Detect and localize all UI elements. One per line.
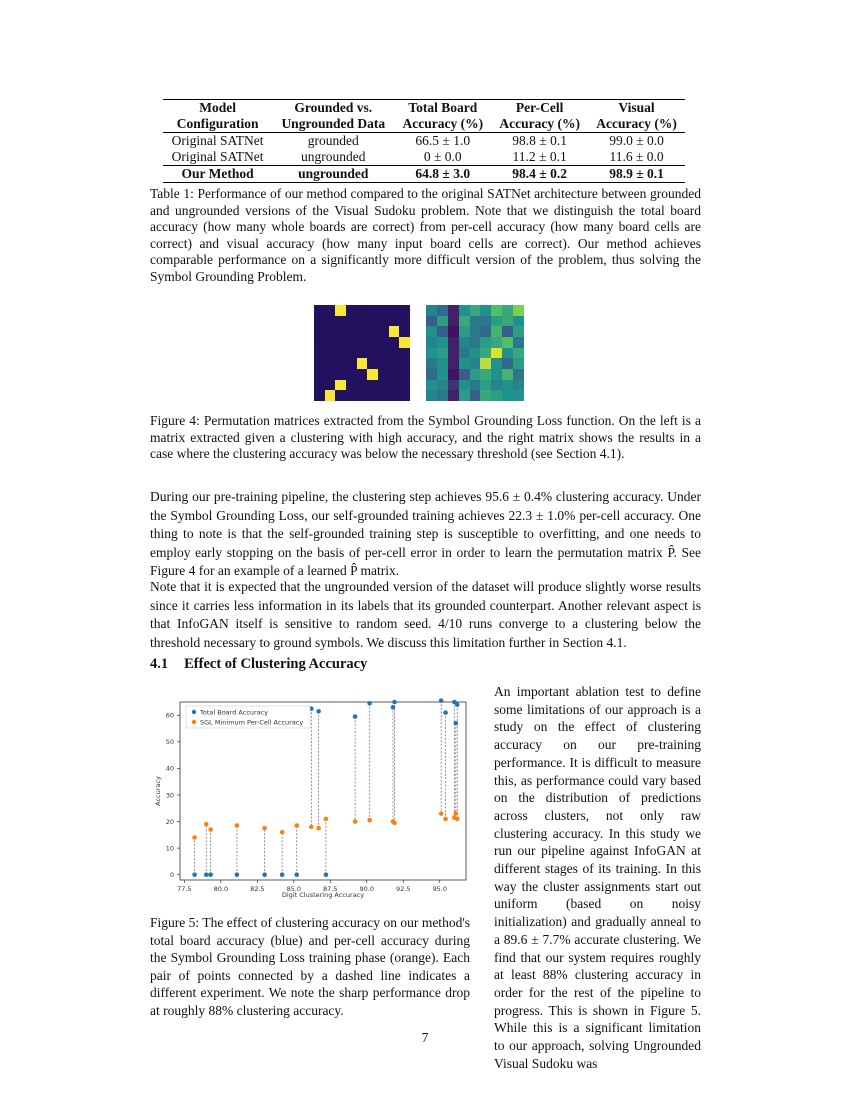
- matrix-cell: [367, 316, 378, 327]
- matrix-cell: [314, 337, 325, 348]
- page-number: 7: [421, 1030, 429, 1045]
- header-cell: Configuration: [163, 116, 272, 133]
- y-axis-label: Accuracy: [154, 776, 162, 806]
- matrix-cell: [513, 380, 524, 391]
- matrix-cell: [357, 369, 368, 380]
- matrix-cell: [325, 369, 336, 380]
- matrix-cell: [491, 326, 502, 337]
- matrix-cell: [399, 337, 410, 348]
- matrix-cell: [480, 358, 491, 369]
- matrix-cell: [502, 305, 513, 316]
- matrix-cell: [470, 380, 481, 391]
- matrix-cell: [389, 380, 400, 391]
- sgl-per-cell-point: [208, 827, 213, 832]
- matrix-cell: [470, 305, 481, 316]
- matrix-cell: [480, 348, 491, 359]
- sgl-per-cell-point: [294, 823, 299, 828]
- matrix-cell: [491, 316, 502, 327]
- legend-marker-orange: [192, 720, 196, 724]
- matrix-cell: [448, 348, 459, 359]
- matrix-cell: [346, 348, 357, 359]
- matrix-cell: [389, 326, 400, 337]
- matrix-cell: [426, 390, 437, 401]
- matrix-cell: [335, 337, 346, 348]
- figure4-caption: Figure 4: Permutation matrices extracted from the Symbol Grounding Loss function. On the left is a matrix extracted given a clustering with high accuracy, and the right matrix shows the results in a case where the clustering accuracy was below the necessary threshold (see Section 4.1).: [150, 413, 701, 461]
- table-cell: 99.0 ± 0.0: [609, 133, 664, 148]
- sgl-per-cell-point: [280, 830, 285, 835]
- matrix-cell: [389, 305, 400, 316]
- matrix-cell: [314, 358, 325, 369]
- matrix-cell: [367, 369, 378, 380]
- clustering-accuracy-chart: [150, 698, 470, 910]
- table-cell: 11.2 ± 0.1: [491, 149, 588, 166]
- table-cell: 11.6 ± 0.0: [588, 149, 685, 166]
- matrix-cell: [346, 358, 357, 369]
- matrix-cell: [378, 316, 389, 327]
- sgl-per-cell-point: [453, 811, 458, 816]
- matrix-cell: [367, 358, 378, 369]
- matrix-cell: [378, 305, 389, 316]
- section-number: 4.1: [150, 656, 169, 672]
- matrix-cell: [367, 305, 378, 316]
- x-tick-label: 95.0: [432, 885, 447, 893]
- matrix-cell: [470, 358, 481, 369]
- matrix-cell: [314, 380, 325, 391]
- matrix-cell: [459, 337, 470, 348]
- total-board-point: [294, 872, 299, 877]
- table-cell: Our Method: [163, 166, 272, 183]
- matrix-cell: [335, 305, 346, 316]
- matrix-cell: [448, 390, 459, 401]
- matrix-cell: [513, 337, 524, 348]
- matrix-cell: [437, 348, 448, 359]
- matrix-cell: [325, 380, 336, 391]
- paragraph-pretraining: During our pre-training pipeline, the clustering step achieves 95.6 ± 0.4% clustering accuracy. Under the Symbol Grounding Loss, our self-grounded training achieves 22.3 ± 1.0% per-cell accuracy. One thing to note is that the self-grounded training step is susceptible to overfitting, and one needs to employ early stopping on the basis of per-cell error in order to learn the permutation matrix P̂. See Figure 4 for an example of a learned P̂ matrix.: [150, 489, 701, 578]
- legend-label-total-board: Total Board Accuracy: [200, 708, 269, 717]
- total-board-point: [443, 710, 448, 715]
- table-cell: 0 ± 0.0: [394, 149, 491, 166]
- y-tick-label: 50: [165, 738, 174, 747]
- matrix-cell: [437, 326, 448, 337]
- matrix-cell: [437, 337, 448, 348]
- matrix-cell: [314, 316, 325, 327]
- matrix-cell: [491, 369, 502, 380]
- total-board-point: [391, 705, 396, 710]
- total-board-point: [280, 872, 285, 877]
- matrix-cell: [378, 326, 389, 337]
- matrix-cell: [367, 337, 378, 348]
- matrix-cell: [480, 326, 491, 337]
- matrix-cell: [459, 348, 470, 359]
- permutation-matrix-left: [314, 305, 410, 401]
- matrix-cell: [378, 369, 389, 380]
- matrix-cell: [314, 390, 325, 401]
- total-board-point: [235, 872, 240, 877]
- matrix-cell: [357, 358, 368, 369]
- sgl-per-cell-point: [443, 817, 448, 822]
- matrix-cell: [325, 390, 336, 401]
- matrix-cell: [399, 358, 410, 369]
- matrix-cell: [513, 369, 524, 380]
- matrix-cell: [448, 369, 459, 380]
- right-column-paragraph: An important ablation test to define some limitations of our approach is a study on the effect of clustering accuracy on our pre-training performance. It is difficult to measure this, as performance could vary based on the distribution of predictions across clusters, not only raw clustering accuracy. In this study we run our pipeline against InfoGAN at different stages of its training. In this way the cluster assignments start out uniform (based on noisy initialization) and gradually anneal to a 89.6 ± 7.7% accurate clustering. We find that our system requires roughly at least 88% clustering accuracy in order for the rest of the pipeline to progress. This is shown in Figure 5. While this is a significant limitation to our approach, solving Ungrounded Visual Sudoku was: [494, 684, 701, 1071]
- matrix-cell: [399, 316, 410, 327]
- matrix-cell: [325, 305, 336, 316]
- matrix-cell: [389, 337, 400, 348]
- matrix-cell: [480, 369, 491, 380]
- total-board-point: [367, 701, 372, 706]
- matrix-cell: [367, 348, 378, 359]
- matrix-cell: [426, 305, 437, 316]
- sgl-per-cell-point: [439, 811, 444, 816]
- matrix-cell: [491, 337, 502, 348]
- matrix-cell: [346, 326, 357, 337]
- matrix-cell: [448, 358, 459, 369]
- table-cell: ungrounded: [272, 149, 394, 166]
- matrix-cell: [357, 390, 368, 401]
- matrix-cell: [459, 316, 470, 327]
- matrix-cell: [426, 369, 437, 380]
- paragraph-ungrounded: Note that it is expected that the ungrounded version of the dataset will produce slightly worse results since it carries less information in its labels that its grounded counterpart. Another relevant aspect is that InfoGAN itself is sensitive to random seed. 4/10 runs converge to a clustering below the threshold necessary to ground symbols. We discuss this limitation further in Section 4.1.: [150, 579, 701, 650]
- matrix-cell: [491, 358, 502, 369]
- matrix-cell: [470, 369, 481, 380]
- matrix-cell: [399, 305, 410, 316]
- matrix-cell: [513, 305, 524, 316]
- x-tick-label: 77.5: [177, 885, 192, 893]
- matrix-cell: [335, 348, 346, 359]
- matrix-cell: [335, 369, 346, 380]
- header-cell: Ungrounded Data: [272, 116, 394, 133]
- matrix-cell: [480, 337, 491, 348]
- sgl-per-cell-point: [316, 826, 321, 831]
- x-axis-label: Digit Clustering Accuracy: [281, 891, 365, 899]
- matrix-cell: [502, 380, 513, 391]
- matrix-cell: [357, 337, 368, 348]
- y-tick-label: 30: [165, 791, 174, 800]
- matrix-cell: [399, 369, 410, 380]
- header-cell: Accuracy (%): [394, 116, 491, 133]
- matrix-cell: [448, 337, 459, 348]
- matrix-cell: [470, 390, 481, 401]
- table-cell: 98.9 ± 0.1: [588, 166, 685, 183]
- sgl-per-cell-point: [392, 821, 397, 826]
- matrix-cell: [378, 380, 389, 391]
- matrix-cell: [346, 337, 357, 348]
- matrix-cell: [448, 380, 459, 391]
- matrix-cell: [357, 380, 368, 391]
- legend-marker-blue: [192, 710, 196, 714]
- matrix-cell: [513, 358, 524, 369]
- matrix-cell: [314, 348, 325, 359]
- matrix-cell: [378, 337, 389, 348]
- table-cell: Original SATNet: [163, 149, 272, 166]
- matrix-cell: [502, 348, 513, 359]
- matrix-cell: [470, 326, 481, 337]
- matrix-cell: [491, 348, 502, 359]
- section-heading: [150, 656, 367, 673]
- x-tick-label: 90.0: [359, 885, 375, 893]
- matrix-cell: [389, 390, 400, 401]
- y-tick-label: 10: [165, 844, 174, 853]
- matrix-cell: [426, 358, 437, 369]
- matrix-cell: [314, 305, 325, 316]
- matrix-cell: [513, 390, 524, 401]
- x-tick-label: 92.5: [396, 885, 411, 893]
- total-board-point: [453, 721, 458, 726]
- matrix-cell: [491, 380, 502, 391]
- matrix-cell: [426, 380, 437, 391]
- matrix-cell: [491, 390, 502, 401]
- matrix-cell: [513, 316, 524, 327]
- sgl-per-cell-point: [324, 817, 329, 822]
- matrix-cell: [426, 316, 437, 327]
- matrix-cell: [448, 316, 459, 327]
- matrix-cell: [389, 348, 400, 359]
- table-header-row: [163, 100, 685, 117]
- matrix-cell: [335, 358, 346, 369]
- figure5-caption: Figure 5: The effect of clustering accuracy on our method's total board accuracy (blue) and per-cell accuracy during the Symbol Grounding Loss training phase (orange). Each pair of points connected by a dashed line indicates a different experiment. We note the sharp performance drop at roughly 88% clustering accuracy.: [150, 915, 470, 1018]
- matrix-cell: [335, 390, 346, 401]
- matrix-cell: [502, 358, 513, 369]
- matrix-cell: [367, 326, 378, 337]
- matrix-cell: [399, 326, 410, 337]
- matrix-cell: [470, 316, 481, 327]
- matrix-cell: [325, 316, 336, 327]
- table-cell: grounded: [307, 133, 359, 148]
- matrix-cell: [502, 390, 513, 401]
- matrix-cell: [335, 316, 346, 327]
- matrix-cell: [357, 305, 368, 316]
- table-cell: 98.8 ± 0.1: [512, 133, 567, 148]
- matrix-cell: [437, 390, 448, 401]
- matrix-cell: [491, 305, 502, 316]
- matrix-cell: [367, 390, 378, 401]
- y-tick-label: 20: [165, 817, 174, 826]
- matrix-cell: [399, 380, 410, 391]
- y-tick-label: 0: [169, 870, 174, 879]
- matrix-cell: [513, 326, 524, 337]
- matrix-cell: [346, 316, 357, 327]
- matrix-cell: [357, 316, 368, 327]
- sgl-per-cell-point: [262, 826, 267, 831]
- matrix-cell: [480, 390, 491, 401]
- matrix-cell: [448, 326, 459, 337]
- table-cell: 98.4 ± 0.2: [491, 166, 588, 183]
- header-cell: Accuracy (%): [588, 116, 685, 133]
- header-cell: Total Board: [394, 100, 491, 117]
- matrix-cell: [325, 358, 336, 369]
- matrix-cell: [399, 390, 410, 401]
- matrix-cell: [480, 305, 491, 316]
- plot-frame: [180, 702, 466, 880]
- total-board-point: [204, 872, 209, 877]
- matrix-cell: [389, 358, 400, 369]
- section-title: Effect of Clustering Accuracy: [184, 656, 368, 672]
- header-cell: Model: [163, 100, 272, 117]
- legend-label-sgl: SGL Minimum Per-Cell Accuracy: [200, 718, 304, 727]
- matrix-cell: [378, 348, 389, 359]
- total-board-point: [455, 702, 460, 707]
- matrix-cell: [335, 380, 346, 391]
- matrix-cell: [335, 326, 346, 337]
- matrix-cell: [502, 369, 513, 380]
- x-tick-label: 85.0: [286, 885, 302, 893]
- total-board-point: [192, 872, 197, 877]
- table-cell: 66.5 ± 1.0: [415, 133, 471, 148]
- matrix-cell: [346, 380, 357, 391]
- matrix-cell: [437, 316, 448, 327]
- matrix-cell: [437, 305, 448, 316]
- matrix-cell: [346, 305, 357, 316]
- table-cell: Original SATNet: [171, 133, 264, 148]
- matrix-cell: [459, 326, 470, 337]
- matrix-cell: [325, 348, 336, 359]
- matrix-cell: [459, 390, 470, 401]
- matrix-cell: [357, 326, 368, 337]
- matrix-cell: [502, 337, 513, 348]
- y-tick-label: 40: [165, 764, 174, 773]
- y-tick-label: 60: [165, 711, 174, 720]
- table-row: [163, 133, 685, 150]
- matrix-cell: [470, 348, 481, 359]
- matrix-cell: [346, 390, 357, 401]
- sgl-per-cell-point: [455, 817, 460, 822]
- matrix-cell: [426, 337, 437, 348]
- total-board-point: [392, 700, 397, 705]
- table-row: [163, 166, 685, 183]
- table-caption: Table 1: Performance of our method compared to the original SATNet architecture between grounded and ungrounded versions of the Visual Sudoku problem. Note that we distinguish the total board accuracy (how many whole boards are correct) from per-cell accuracy (how many board cells are correct) and visual accuracy (how many input board cells are correct). Our method achieves comparable performance on a significantly more difficult version of the problem, thus solving the Symbol Grounding Problem.: [150, 186, 701, 284]
- header-cell: Visual: [588, 100, 685, 117]
- matrix-cell: [459, 305, 470, 316]
- table-header-row: [163, 116, 685, 133]
- matrix-cell: [325, 337, 336, 348]
- matrix-cell: [357, 348, 368, 359]
- matrix-cell: [389, 369, 400, 380]
- matrix-cell: [437, 380, 448, 391]
- sgl-per-cell-point: [204, 822, 209, 827]
- total-board-point: [324, 872, 329, 877]
- x-tick-label: 87.5: [323, 885, 338, 893]
- matrix-cell: [459, 369, 470, 380]
- x-tick-label: 80.0: [213, 885, 229, 893]
- x-tick-label: 82.5: [250, 885, 265, 893]
- sgl-per-cell-point: [309, 825, 314, 830]
- matrix-cell: [346, 369, 357, 380]
- permutation-matrix-right: [426, 305, 524, 401]
- matrix-cell: [399, 348, 410, 359]
- matrix-cell: [389, 316, 400, 327]
- table-cell: 64.8 ± 3.0: [394, 166, 491, 183]
- matrix-cell: [314, 369, 325, 380]
- matrix-cell: [325, 326, 336, 337]
- matrix-cell: [426, 326, 437, 337]
- matrix-cell: [459, 380, 470, 391]
- matrix-cell: [502, 316, 513, 327]
- matrix-cell: [480, 316, 491, 327]
- sgl-per-cell-point: [367, 818, 372, 823]
- header-cell: Accuracy (%): [491, 116, 588, 133]
- matrix-cell: [367, 380, 378, 391]
- sgl-per-cell-point: [235, 823, 240, 828]
- total-board-point: [262, 872, 267, 877]
- table-row: [163, 149, 685, 166]
- results-table: [163, 99, 685, 183]
- total-board-point: [316, 709, 321, 714]
- table-cell: ungrounded: [272, 166, 394, 183]
- total-board-point: [439, 698, 444, 703]
- header-cell: Grounded vs.: [272, 100, 394, 117]
- header-cell: Per-Cell: [491, 100, 588, 117]
- sgl-per-cell-point: [192, 835, 197, 840]
- matrix-cell: [437, 369, 448, 380]
- matrix-cell: [314, 326, 325, 337]
- sgl-per-cell-point: [353, 819, 358, 824]
- total-board-point: [353, 714, 358, 719]
- matrix-cell: [448, 305, 459, 316]
- matrix-cell: [470, 337, 481, 348]
- matrix-cell: [426, 348, 437, 359]
- total-board-point: [208, 872, 213, 877]
- matrix-cell: [378, 358, 389, 369]
- matrix-cell: [378, 390, 389, 401]
- legend: [186, 706, 310, 728]
- matrix-cell: [480, 380, 491, 391]
- matrix-cell: [437, 358, 448, 369]
- matrix-cell: [459, 358, 470, 369]
- matrix-cell: [513, 348, 524, 359]
- matrix-cell: [502, 326, 513, 337]
